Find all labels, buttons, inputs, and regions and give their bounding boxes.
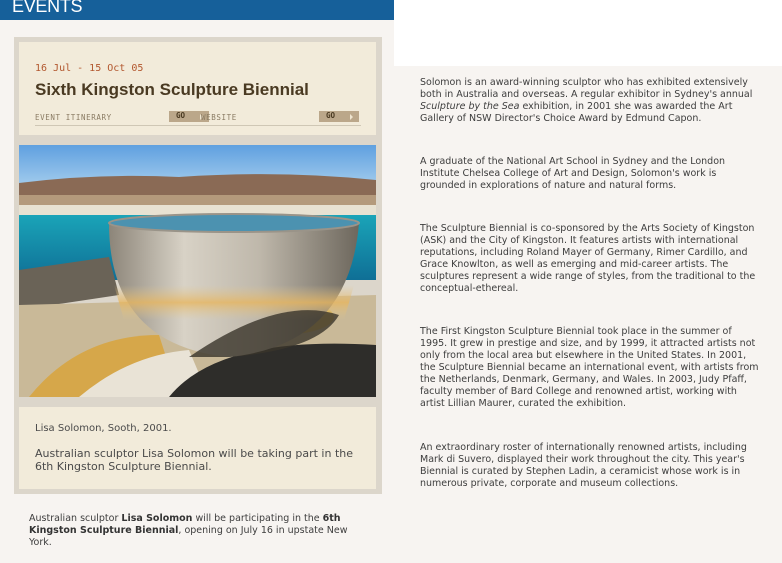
article-paragraph-2: A graduate of the National Art School in Sydney and the London Institute Chelsea College of Art and Design, Solomon's work is grounded in explorations of nature and natural forms. <box>420 156 726 191</box>
intro-part: , opening on July 16 in upstate New York. <box>29 525 348 548</box>
artist-name: Lisa Solomon <box>121 513 193 524</box>
caption-credit: Lisa Solomon, Sooth, 2001. <box>35 423 172 434</box>
photo-caption <box>19 407 376 489</box>
website-go-button[interactable] <box>319 111 359 122</box>
event-title: Sixth Kingston Sculpture Biennial <box>35 80 309 99</box>
intro-text <box>29 513 369 549</box>
event-card-header <box>19 42 376 135</box>
event-itinerary-row <box>35 110 209 126</box>
sculpture-photo-image <box>19 145 376 397</box>
website-row[interactable] <box>201 110 361 126</box>
article-paragraph-4: The First Kingston Sculpture Biennial took place in the summer of 1995. It grew in prestige and size, and by 1999, it attracted artists not only from the local area but elsewhere in the United States. In 2001, the Sculpture Biennial became an international event, with artists from the Netherlands, Denmark, Germany, and Wales. In 2003, Judy Pfaff, faculty member of Bard College and renowned artist, working with artist Lillian Maurer, curated the exhibition. <box>420 326 759 409</box>
go-label: GO <box>326 111 336 120</box>
website-label: WEBSITE <box>201 113 237 122</box>
section-title: EVENTS <box>12 0 83 16</box>
article-paragraph-1 <box>420 77 760 125</box>
event-itinerary-label: EVENT ITINERARY <box>35 113 112 122</box>
arrow-right-icon <box>350 114 353 120</box>
caption-text: Australian sculptor Lisa Solomon will be taking part in the 6th Kingston Sculpture Biennial. <box>35 447 354 473</box>
text-span: Solomon is an award-winning sculptor who has exhibited extensively both in Australia and overseas. A regular exhibitor in Sydney's annual <box>420 77 753 100</box>
text-span: exhibition, in 2001 she was awarded the Art Gallery of NSW Director's Choice Award by Edmund Capon. <box>420 101 733 124</box>
event-card <box>14 37 382 494</box>
article-paragraph-3: The Sculpture Biennial is co-sponsored by the Arts Society of Kingston (ASK) and the City of Kingston. It features artists with international reputations, including Roland Mayer of Germany, Rimer Cardillo, and Grace Knowlton, as well as emerging and mid-career artists. The sculptures represent a wide range of styles, from the traditional to the conceptual-ethereal. <box>420 223 756 294</box>
article-column <box>394 66 782 563</box>
event-date-range: 16 Jul - 15 Oct 05 <box>35 63 144 74</box>
intro-part: will be participating in the <box>192 513 323 524</box>
event-name: 6th Kingston Sculpture Biennial <box>29 513 341 536</box>
go-label: GO <box>176 111 186 120</box>
sculpture-photo <box>19 145 376 397</box>
exhibition-name: Sculpture by the Sea <box>420 101 520 112</box>
article-paragraph-5: An extraordinary roster of internationally renowned artists, including Mark di Suvero, displayed their work throughout the city. This year's Biennial is curated by Stephen Ladin, a ceramicist whose work is in numerous private, corporate and museum collections. <box>420 442 747 489</box>
section-header <box>0 0 394 20</box>
intro-part: Australian sculptor <box>29 513 122 524</box>
